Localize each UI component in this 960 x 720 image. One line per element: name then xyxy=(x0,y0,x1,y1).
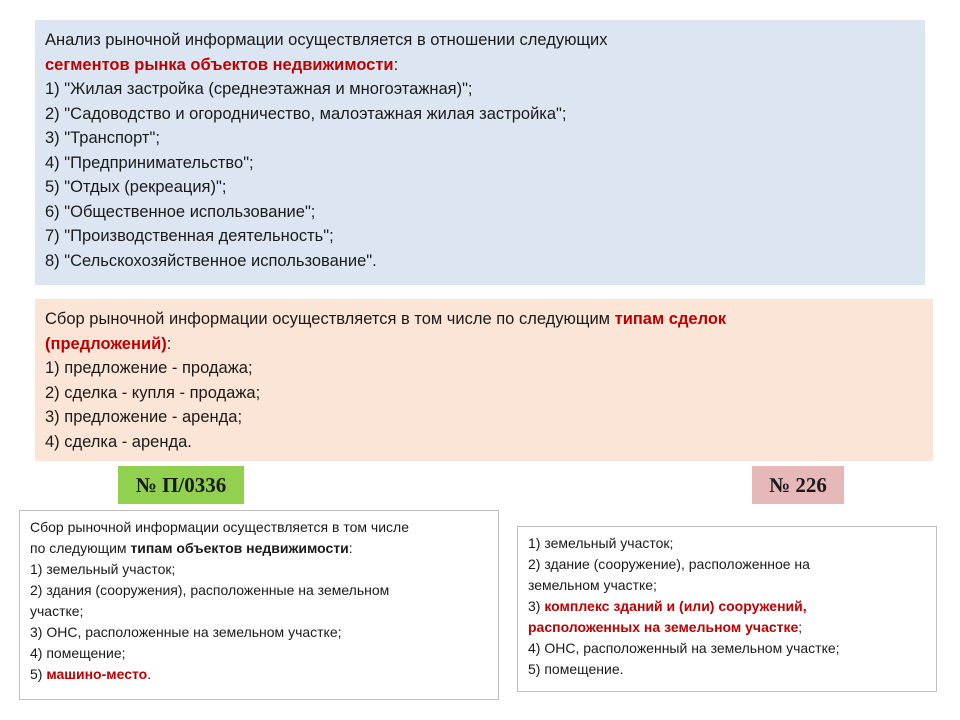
deal-item: 4) сделка - аренда. xyxy=(45,432,192,451)
left-panel-item5-suffix: . xyxy=(147,666,152,682)
left-panel-prefix: по следующим xyxy=(30,540,131,556)
left-panel-line: Сбор рыночной информации осуществляется в том числе xyxy=(30,519,409,535)
right-panel-item: 4) ОНС, расположенный на земельном участке; xyxy=(528,640,840,656)
segments-heading-line xyxy=(45,53,915,78)
right-panel-item3-red-b: расположенных на земельном участке xyxy=(528,619,799,635)
badge-order-right: № 226 xyxy=(752,466,844,504)
right-panel-item3-red-a: комплекс зданий и (или) сооружений, xyxy=(544,598,807,614)
deals-intro: Сбор рыночной информации осуществляется в том числе по следующим xyxy=(45,310,615,328)
deal-item: 2) сделка - купля - продажа; xyxy=(45,383,261,402)
segment-item: 6) "Общественное использование"; xyxy=(45,202,316,221)
deals-heading-line xyxy=(45,332,923,357)
segment-item: 8) "Сельскохозяйственное использование". xyxy=(45,251,377,270)
right-panel-item: земельном участке; xyxy=(528,577,657,593)
right-panel-item3-prefix: 3) xyxy=(528,598,545,614)
segments-box xyxy=(35,20,925,285)
right-panel-item: 5) помещение. xyxy=(528,661,624,677)
segments-suffix: : xyxy=(393,55,399,74)
segments-intro: Анализ рыночной информации осуществляется в отношении следующих xyxy=(45,31,608,49)
deal-item: 3) предложение - аренда; xyxy=(45,408,243,426)
left-panel-suffix: : xyxy=(348,540,353,556)
left-panel-item5-prefix: 5) xyxy=(30,666,47,682)
segment-item: 7) "Производственная деятельность"; xyxy=(45,227,334,245)
left-panel-item: 2) здания (сооружения), расположенные на земельном xyxy=(30,582,390,598)
deals-highlight-1: типам сделок xyxy=(614,310,727,328)
left-panel-item-5 xyxy=(30,664,488,685)
right-panel-item-3a xyxy=(528,596,926,617)
deals-intro-line xyxy=(45,307,923,332)
segment-item: 1) "Жилая застройка (среднеэтажная и многоэтажная)"; xyxy=(45,80,473,98)
right-panel xyxy=(517,526,937,692)
left-panel-item: участке; xyxy=(30,603,84,619)
badge-order-left: № П/0336 xyxy=(118,466,244,504)
segment-item: 5) "Отдых (рекреация)"; xyxy=(45,178,227,196)
left-panel-bold: типам объектов недвижимости xyxy=(130,540,349,556)
right-panel-item: 1) земельный участок; xyxy=(528,535,674,551)
deals-highlight-2: (предложений) xyxy=(45,334,167,353)
segment-item: 3) "Транспорт"; xyxy=(45,129,160,147)
left-panel-item5-red: машино-место xyxy=(46,666,148,682)
segments-highlight: сегментов рынка объектов недвижимости xyxy=(45,55,394,74)
segment-item: 2) "Садоводство и огородничество, малоэтажная жилая застройка"; xyxy=(45,104,567,123)
right-panel-item: 2) здание (сооружение), расположенное на xyxy=(528,556,810,572)
left-panel xyxy=(19,510,499,700)
deals-suffix: : xyxy=(166,334,172,353)
left-panel-item: 3) ОНС, расположенные на земельном участке; xyxy=(30,624,342,640)
right-panel-item-3b xyxy=(528,617,926,638)
deals-box xyxy=(35,299,933,461)
segment-item: 4) "Предпринимательство"; xyxy=(45,153,254,172)
left-panel-heading-line xyxy=(30,538,488,559)
deal-item: 1) предложение - продажа; xyxy=(45,359,253,377)
left-panel-item: 4) помещение; xyxy=(30,645,126,661)
right-panel-item3-suffix: ; xyxy=(798,619,803,635)
left-panel-item: 1) земельный участок; xyxy=(30,561,176,577)
